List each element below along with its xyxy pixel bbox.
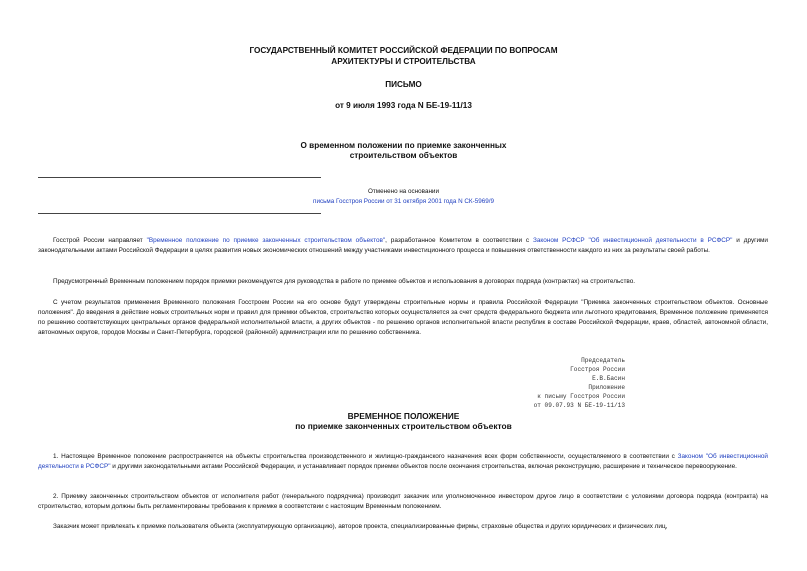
investment-law-link-2[interactable]: Законом "Об инвестиционной деятельности в РСФСР" bbox=[38, 453, 769, 471]
annex-title: ВРЕМЕННОЕ ПОЛОЖЕНИЕ bbox=[347, 411, 460, 421]
signature-name: Е.В.Басин bbox=[592, 375, 625, 382]
item-1-text-2: и другими законодательными актами Российской Федерации, и устанавливает порядок приемки объектов после окончания строительства, включая реконструкцию, расширение и техническое перевооружение. bbox=[110, 463, 737, 471]
org-title-line2: АРХИТЕКТУРЫ И СТРОИТЕЛЬСТВА bbox=[331, 57, 476, 66]
doc-type: ПИСЬМО bbox=[385, 80, 422, 89]
intro-text-3: и другими законодательными актами Российской Федерации в целях развития новых экономических отношений между участниками инвестиционного процесса и повышения ответственности каждого из них за результаты своей работы. bbox=[38, 237, 768, 255]
intro-paragraph bbox=[38, 236, 768, 256]
annex-subtitle: по приемке законченных строительством объектов bbox=[295, 421, 512, 431]
item-1-text-1: 1. Настоящее Временное положение распространяется на объекты строительства производственного и жилищно-гражданского назначения всех форм собственности, осуществляемого в соответствии с bbox=[53, 453, 678, 460]
application-paragraph: С учетом результатов применения Временного положения Госстроем России на его основе будут утверждены строительные нормы и правила Российской Федерации "Приемка законченных строительством объектов. Основные положения". До введения в действие новых строительных норм и правил для приемки объектов, строительство которых осуществляется за счет средств федерального бюджета или льготного кредитования, Временное положение применяется по решению соответствующих центральных органов федеральной исполнительной власти, а других объектов - по решению органов исполнительной власти республик в составе Российской Федерации, краев, областей, автономной области, автономных округов, городов Москвы и Санкт-Петербурга, городской (районной) администрации или по решению собственника. bbox=[38, 299, 768, 337]
doc-date-number: от 9 июля 1993 года N БЕ-19-11/13 bbox=[335, 101, 472, 110]
cancel-note-link-line bbox=[0, 197, 807, 207]
provision-link[interactable]: "Временное положение по приемке законченных строительством объектов" bbox=[146, 237, 386, 244]
appendix-ref: к письму Госстроя России bbox=[537, 393, 625, 400]
cancel-note: Отменено на основании bbox=[368, 188, 439, 195]
item-2: 2. Приемку законченных строительством объектов от исполнителя работ (генерального подрядчика) производит заказчик или уполномоченное инвестором другое лицо в соответствии с условиями договора подряда (контракта) на строительство, которым должны быть регламентированы требования к приемке в соответствии с настоящим Временным положением. bbox=[38, 493, 768, 511]
signature-block bbox=[470, 356, 625, 410]
subject-line2: строительством объектов bbox=[349, 151, 458, 160]
procedure-paragraph: Предусмотренный Временным положением порядок приемки рекомендуется для руководства в работе по приемке объектов и использования в договорах подряда (контрактах) на строительство. bbox=[53, 278, 636, 285]
cancel-letter-link[interactable]: письма Госстроя России от 31 октября 2001 года N СК-5969/9 bbox=[313, 198, 494, 205]
signature-org: Госстроя России bbox=[570, 366, 625, 373]
investment-law-link[interactable]: Законом РСФСР "Об инвестиционной деятельности в РСФСР" bbox=[532, 237, 733, 244]
appendix-label: Приложение bbox=[588, 384, 625, 391]
item-2-continued: Заказчик может привлекать к приемке пользователя объекта (эксплуатирующую организацию), авторов проекта, специализированные фирмы, страховые общества и других юридических и физических лиц, bbox=[53, 523, 668, 530]
divider-bottom bbox=[38, 213, 321, 214]
appendix-date: от 09.07.93 N БЕ-19-11/13 bbox=[533, 402, 625, 409]
subject-line1: О временном положении по приемке законченных bbox=[300, 141, 507, 150]
item-1 bbox=[38, 452, 768, 472]
org-title-line1: ГОСУДАРСТВЕННЫЙ КОМИТЕТ РОССИЙСКОЙ ФЕДЕРАЦИИ ПО ВОПРОСАМ bbox=[249, 46, 558, 55]
divider-top bbox=[38, 177, 321, 178]
signature-position: Председатель bbox=[581, 357, 625, 364]
intro-text-2: , разработанное Комитетом в соответствии с bbox=[385, 237, 533, 244]
intro-text-1: Госстрой России направляет bbox=[53, 237, 147, 244]
